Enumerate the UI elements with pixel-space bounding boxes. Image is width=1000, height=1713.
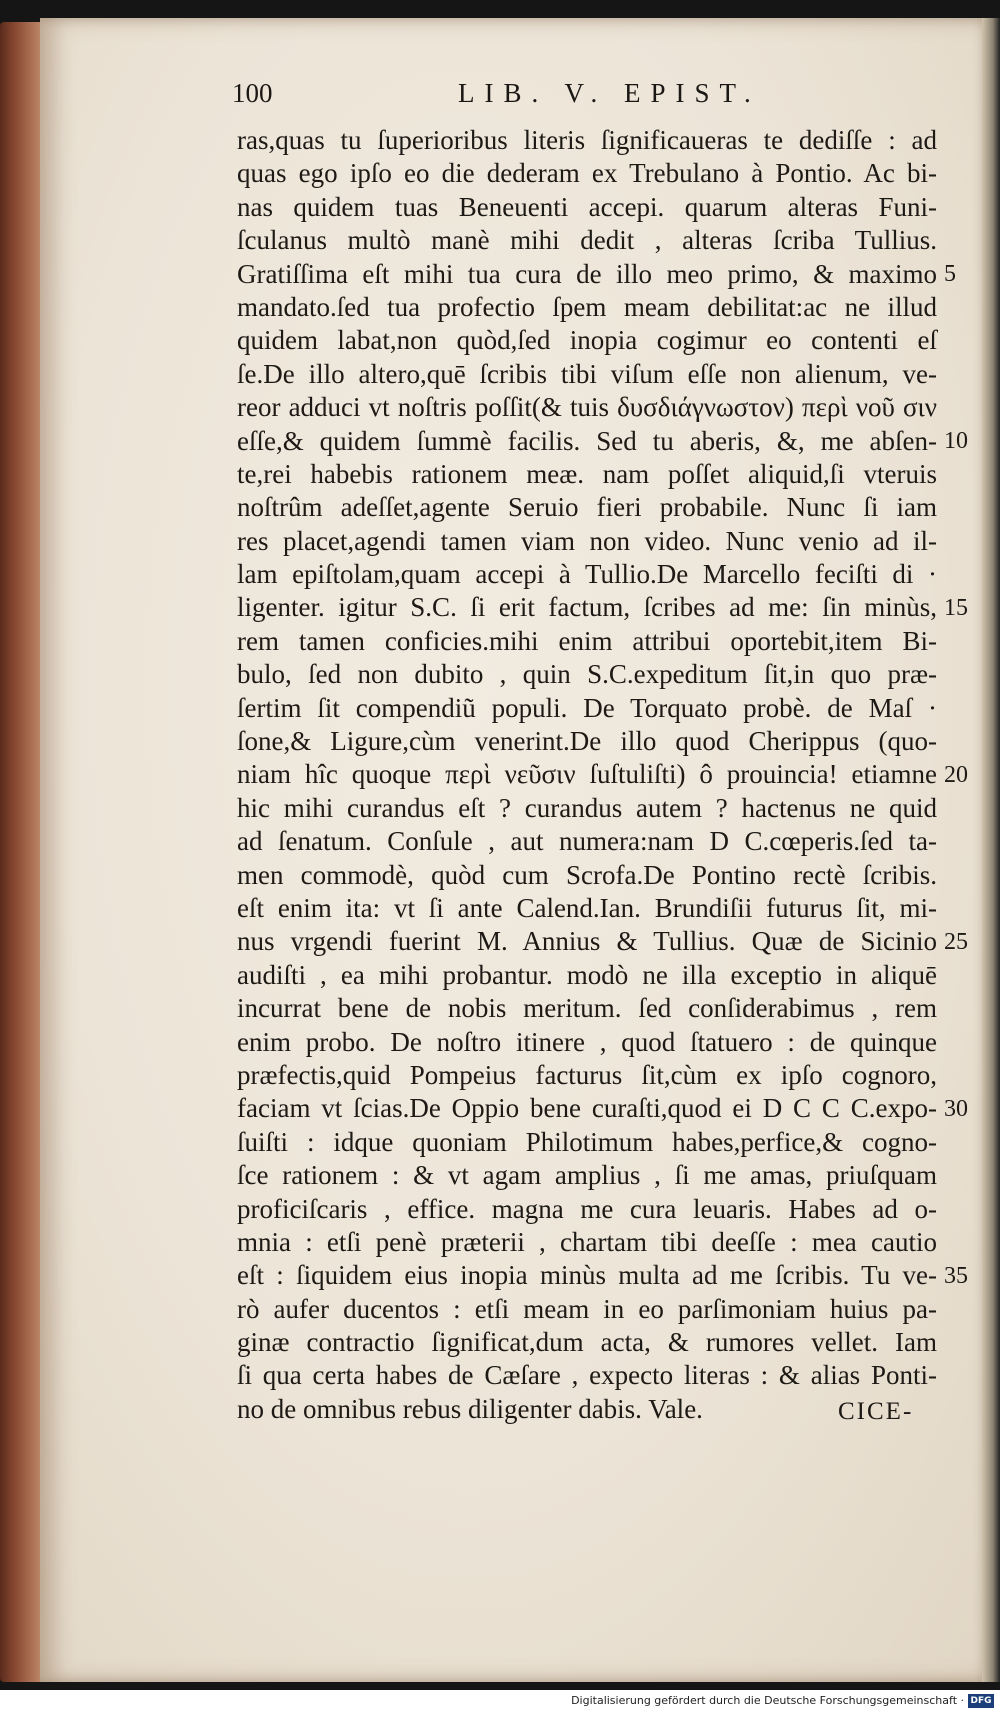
catchword: CICE-: [838, 1398, 914, 1425]
page-number: 100: [232, 78, 273, 108]
text-line: ſce rationem : & vt agam amplius , ſi me amas, priuſquam: [237, 1160, 937, 1191]
text-line: ligenter. igitur S.C. ſi erit factum, ſcribes ad me: ſin minùs,: [237, 592, 937, 623]
text-line: faciam vt ſcias.De Oppio bene curaſti,quod ei D C C C.expo-: [237, 1093, 937, 1124]
line-number: 15: [944, 594, 968, 621]
text-line: ras,quas tu ſuperioribus literis ſignificaueras te dediſſe : ad: [237, 125, 937, 155]
dfg-logo: DFG: [968, 1694, 994, 1708]
text-line: bulo, ſed non dubito , quin S.C.expeditum ſit,in quo præ-: [237, 659, 937, 690]
line-number: 5: [944, 260, 956, 287]
text-line: ſuiſti : idque quoniam Philotimum habes,perfice,& cogno-: [237, 1126, 937, 1157]
text-line: rem tamen conficies.mihi enim attribui oportebit,item Bi-: [237, 625, 937, 656]
line-number: 10: [944, 427, 968, 454]
text-line: incurrat bene de nobis meritum. ſed conſiderabimus , rem: [237, 993, 937, 1024]
text-line: eſt enim ita: vt ſi ante Calend.Ian. Brundiſii futurus ſit, mi-: [237, 892, 937, 923]
text-line: ad ſenatum. Conſule , aut numera:nam D C.cœperis.ſed ta-: [237, 826, 937, 857]
text-line: ſone,& Ligure,cùm venerint.De illo quod Cherippus (quo-: [237, 726, 937, 757]
text-line: nus vrgendi fuerint M. Annius & Tullius. Quæ de Sicinio: [237, 926, 937, 957]
text-line: men commodè, quòd cum Scrofa.De Pontino rectè ſcribis.: [237, 859, 937, 890]
line-number: 30: [944, 1095, 968, 1122]
text-line: hic mihi curandus eſt ? curandus autem ? hactenus ne quid: [237, 792, 937, 823]
text-line: ginæ contractio ſignificat,dum acta, & rumores vellet. Iam: [237, 1327, 937, 1358]
text-line: quas ego ipſo eo die dederam ex Trebulano à Pontio. Ac bi-: [237, 158, 937, 189]
text-line: proficiſcaris , effice. magna me cura leuaris. Habes ad o-: [237, 1193, 937, 1224]
page-right-edge: [982, 18, 1000, 1682]
funding-credit: Digitalisierung gefördert durch die Deutsche Forschungsgemeinschaft ·: [571, 1694, 964, 1707]
text-line: Gratiſſima eſt mihi tua cura de illo meo primo, & maximo: [237, 258, 937, 289]
text-line: eſt : ſiquidem eius inopia minùs multa ad me ſcribis. Tu ve-: [237, 1260, 937, 1291]
text-line: noſtrûm adeſſet,agente Seruio fieri probabile. Nunc ſi iam: [237, 492, 937, 523]
text-line: niam hîc quoque περὶ νεῦσιν ſuſtuliſti) ô prouincia! etiamne: [237, 759, 937, 790]
text-line: reor adduci vt noſtris poſſit(& tuis δυσδιάγνωστον) περὶ νοῦ σιν: [237, 392, 937, 423]
text-line: enim probo. De noſtro itinere , quod ſtatuero : de quinque: [237, 1026, 937, 1057]
line-number: 35: [944, 1262, 968, 1289]
text-line: mandato.ſed tua profectio ſpem meam debilitat:ac ne illud: [237, 291, 937, 322]
text-line: rò aufer ducentos : etſi meam in eo parſimoniam huius pa-: [237, 1293, 937, 1324]
text-line: nas quidem tuas Beneuenti accepi. quarum alteras Funi-: [237, 191, 937, 222]
text-line: quidem labat,non quòd,ſed inopia cogimur eo contenti eſ: [237, 325, 937, 356]
text-line: ſculanus multò manè mihi dedit , alteras ſcriba Tullius.: [237, 225, 937, 256]
text-line: res placet,agendi tamen viam non video. Nunc venio ad il-: [237, 525, 937, 556]
text-line: præfectis,quid Pompeius facturus ſit,cùm ex ipſo cognoro,: [237, 1059, 937, 1090]
line-number: 25: [944, 928, 968, 955]
text-line: te,rei habebis rationem meæ. nam poſſet aliquid,ſi vteruis: [237, 458, 937, 489]
text-line: no de omnibus rebus diligenter dabis. Vale.: [237, 1393, 703, 1424]
letter-text-block: [237, 124, 937, 1426]
text-line: eſſe,& quidem ſummè facilis. Sed tu aberis, &, me abſen-: [237, 425, 937, 456]
text-line: mnia : etſi penè præterii , chartam tibi deeſſe : mea cautio: [237, 1226, 937, 1257]
line-number: 20: [944, 761, 968, 788]
text-line: audiſti , ea mihi probantur. modò ne illa exceptio in aliquē: [237, 959, 937, 990]
text-line: lam epiſtolam,quam accepi à Tullio.De Marcello feciſti di ·: [237, 559, 937, 590]
text-line: ſe.De illo altero,quē ſcribis tibi viſum eſſe non alienum, ve-: [237, 358, 937, 389]
page-header: [232, 78, 792, 118]
text-line: ſertim ſit compendiũ populi. De Torquato probè. de Maſ ·: [237, 692, 937, 723]
running-title: LIB. V. EPIST.: [458, 78, 761, 108]
text-line: ſi qua certa habes de Cæſare , expecto literas : & alias Ponti-: [237, 1360, 937, 1391]
